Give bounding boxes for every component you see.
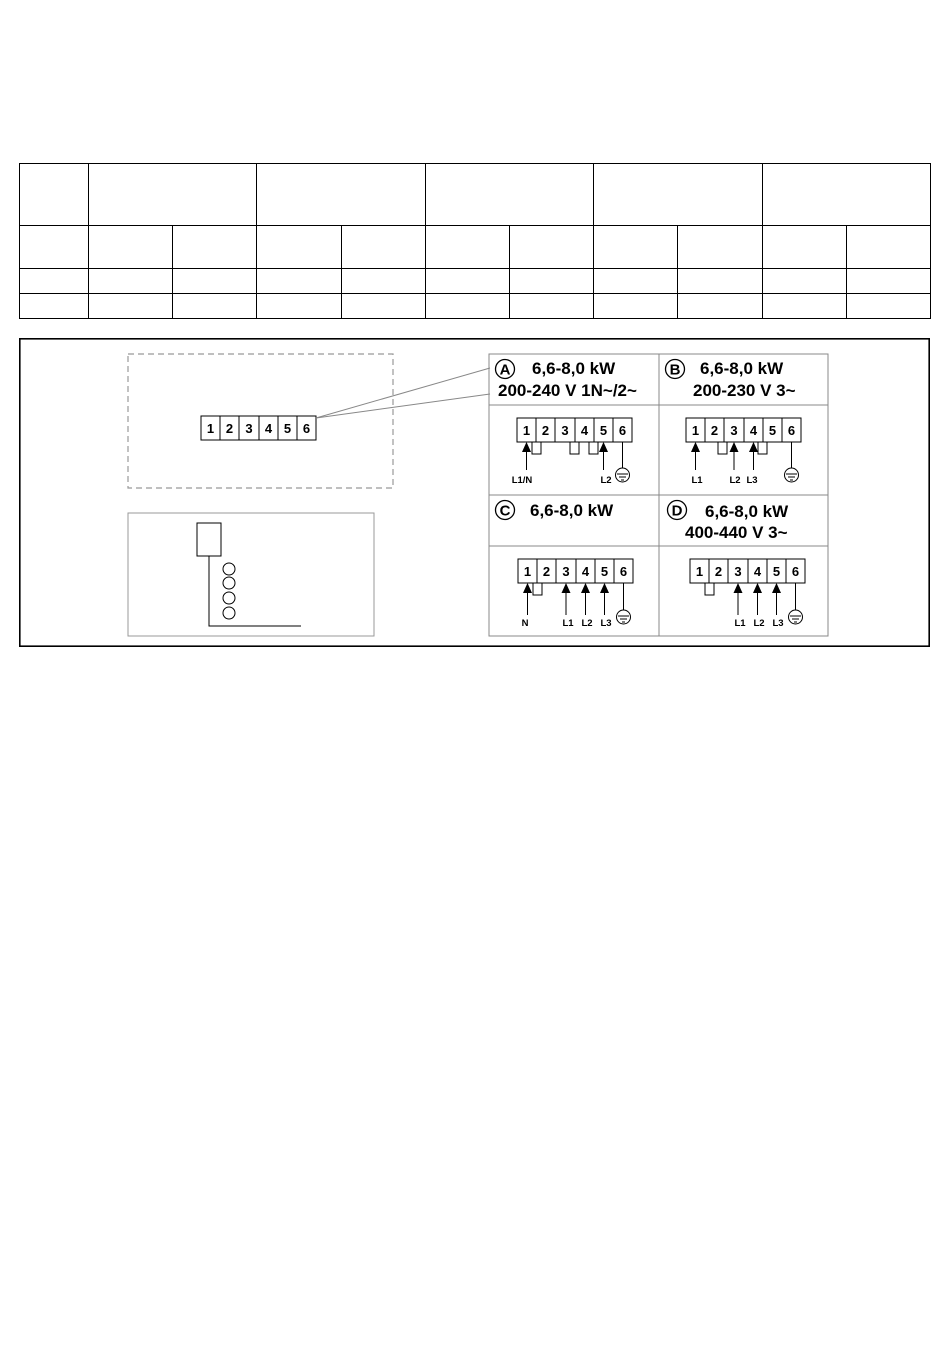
panel-a [496,359,638,486]
terminal-number: 2 [541,423,550,438]
terminal-number: 6 [618,423,627,438]
line-label: L2 [600,475,612,486]
table-cell [510,269,594,294]
table-cell [341,269,425,294]
table-cell [762,269,846,294]
table-header-row [20,164,931,226]
table-cell [846,269,930,294]
table-cell [678,294,762,319]
line-label: L1 [691,475,703,486]
position-indicator [223,592,235,604]
panel-d-power: 6,6-8,0 kW [705,502,789,521]
terminal-number: 6 [791,564,800,579]
table-cell [594,226,678,269]
terminal-number: 3 [562,564,570,579]
table-cell [20,269,89,294]
terminal-number: 1 [691,423,700,438]
table-cell [341,294,425,319]
table-group-header [594,164,762,226]
table-subheader-row [20,226,931,269]
table-cell [173,269,257,294]
panel-a-power: 6,6-8,0 kW [532,359,616,378]
switch-lead [209,556,301,626]
terminal-number: 1 [522,423,531,438]
panel-c [496,501,634,630]
table-cell [846,294,930,319]
badge-c: C [499,502,511,520]
terminal-number: 6 [302,421,311,436]
table-group-header [257,164,425,226]
line-label: L2 [753,618,765,629]
terminal-number: 3 [245,421,253,436]
table-cell [89,269,173,294]
table-cell [173,294,257,319]
table-cell [341,226,425,269]
panel-b-voltage: 200-230 V 3~ [693,381,796,400]
table-cell [678,226,762,269]
table-cell [425,226,509,269]
table-cell [425,269,509,294]
terminal-number: 5 [772,564,781,579]
table-cell [257,269,341,294]
table-row [20,269,931,294]
line-label: L3 [746,475,758,486]
line-label: L1/N [511,475,533,486]
badge-a: A [499,361,511,379]
panel-d-voltage: 400-440 V 3~ [685,523,788,542]
panel-a-voltage: 200-240 V 1N~/2~ [498,381,637,400]
position-indicator [223,563,235,575]
table-cell [678,269,762,294]
badge-b: B [669,361,681,379]
table-cell [89,226,173,269]
terminal-number: 4 [264,421,273,436]
position-indicator [223,577,235,589]
table-cell [20,294,89,319]
terminal-number: 3 [734,564,742,579]
table-cell [762,294,846,319]
leader-line [316,368,490,418]
terminal-number: 4 [581,564,590,579]
table-cell [594,294,678,319]
terminal-number: 2 [710,423,719,438]
control-box [128,513,374,636]
table-cell [425,294,509,319]
terminal-number: 3 [730,423,738,438]
badge-d: D [671,502,683,520]
terminal-number: 2 [225,421,234,436]
line-label: L2 [581,618,593,629]
terminal-number: 2 [714,564,723,579]
terminal-number: 5 [283,421,292,436]
line-label: L2 [729,475,741,486]
terminal-number: 6 [787,423,796,438]
table-group-header [762,164,930,226]
line-label: L1 [562,618,574,629]
terminal-number: 5 [599,423,608,438]
line-label: L3 [772,618,784,629]
terminal-number: 4 [580,423,589,438]
table-cell [257,226,341,269]
terminal-number: 1 [695,564,704,579]
table-cell [594,269,678,294]
table-cell [762,226,846,269]
terminal-number: 3 [561,423,569,438]
terminal-number: 2 [542,564,551,579]
wiring-diagram [19,338,930,647]
panel-c-power: 6,6-8,0 kW [530,501,614,520]
table-group-header [425,164,593,226]
table-cell [846,226,930,269]
main-terminal-block [201,416,316,440]
line-label: L3 [600,618,612,629]
terminal-number: 4 [749,423,758,438]
terminal-number: 1 [206,421,215,436]
terminal-number: 4 [753,564,762,579]
terminal-number: 5 [600,564,609,579]
table-cell [89,294,173,319]
table-cell [510,226,594,269]
table-cell [20,164,89,226]
terminal-number: 1 [523,564,532,579]
table-row [20,294,931,319]
table-cell [20,226,89,269]
terminal-number: 6 [619,564,628,579]
line-label: L1 [734,618,746,629]
table-cell [510,294,594,319]
position-indicator [223,607,235,619]
line-label: N [521,618,529,629]
panel-b-power: 6,6-8,0 kW [700,359,784,378]
spec-table [19,163,931,319]
table-group-header [89,164,257,226]
terminal-number: 5 [768,423,777,438]
table-cell [173,226,257,269]
table-cell [257,294,341,319]
panel-b [666,359,802,486]
panel-d [668,501,806,630]
leader-line [316,394,490,418]
switch-body [197,523,221,556]
